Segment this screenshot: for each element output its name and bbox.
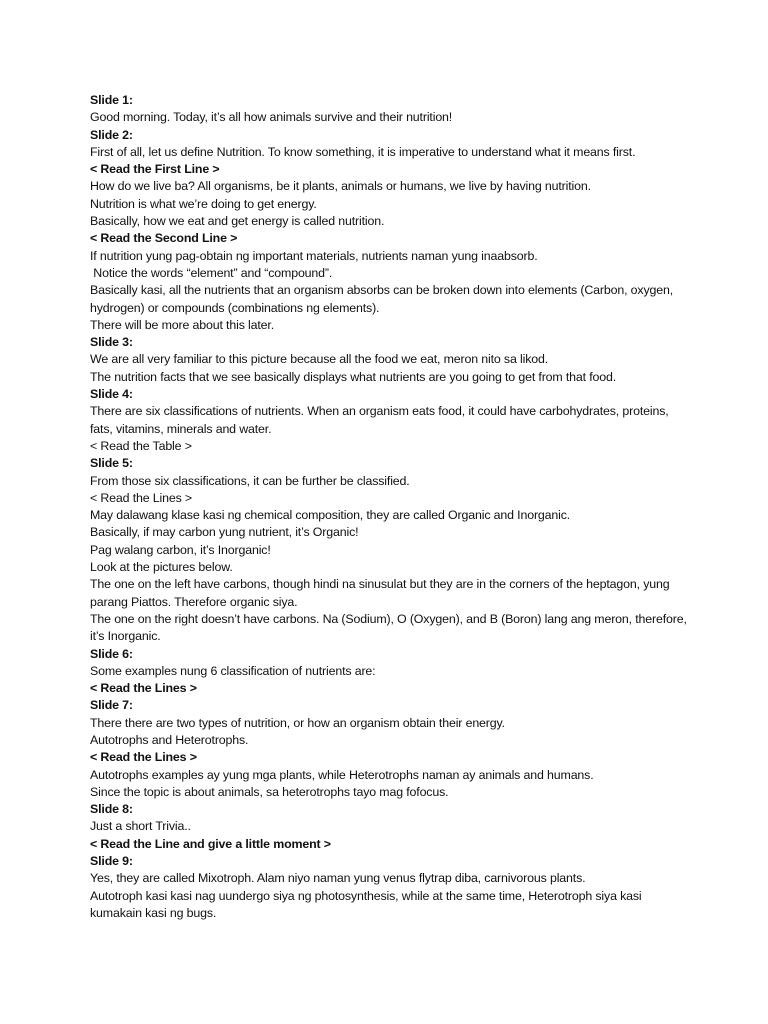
paragraph-line: Autotroph kasi kasi nag uundergo siya ng photosynthesis, while at the same time, Heterotroph siya kasi kumakain kasi ng bugs.	[90, 888, 645, 920]
paragraph-line: The one on the right doesn’t have carbons. Na (Sodium), O (Oxygen), and B (Boron) lang ang meron, therefore, it’s Inorganic.	[90, 611, 691, 644]
paragraph-line: Basically, how we eat and get energy is called nutrition.	[90, 214, 385, 229]
paragraph-line: The nutrition facts that we see basically displays what nutrients are you going to get from that food.	[90, 369, 617, 384]
slide-8-heading: Slide 8:	[90, 802, 133, 817]
paragraph-line: We are all very familiar to this picture because all the food we eat, meron nito sa likod.	[90, 352, 549, 367]
instruction-line: < Read the Lines >	[90, 750, 197, 765]
paragraph-line: Just a short Trivia..	[90, 819, 191, 834]
slide-3-heading: Slide 3:	[90, 335, 133, 350]
paragraph-line: There are six classifications of nutrients. When an organism eats food, it could have carbohydrates, proteins, fats, vitamins, minerals and water.	[90, 404, 672, 436]
paragraph-line: There there are two types of nutrition, or how an organism obtain their energy.	[90, 715, 505, 730]
paragraph-line: Good morning. Today, it’s all how animals survive and their nutrition!	[90, 110, 453, 125]
paragraph-line: How do we live ba? All organisms, be it plants, animals or humans, we live by having nutrition.	[90, 179, 591, 194]
slide-2-heading: Slide 2:	[90, 127, 133, 142]
instruction-line: < Read the Lines >	[90, 490, 193, 505]
paragraph-line: Look at the pictures below.	[90, 560, 233, 575]
paragraph-line: If nutrition yung pag-obtain ng important materials, nutrients naman yung inaabsorb.	[90, 248, 538, 263]
slide-9-heading: Slide 9:	[90, 854, 133, 869]
instruction-line: < Read the Second Line >	[90, 231, 238, 246]
slide-6-heading: Slide 6:	[90, 646, 133, 661]
instruction-line: < Read the Lines >	[90, 681, 197, 696]
paragraph-line: There will be more about this later.	[90, 317, 274, 332]
slide-5-heading: Slide 5:	[90, 456, 133, 471]
instruction-line: < Read the Line and give a little moment >	[90, 836, 331, 851]
paragraph-line: Yes, they are called Mixotroph. Alam niyo naman yung venus flytrap diba, carnivorous plants.	[90, 871, 586, 886]
paragraph-line: Autotrophs examples ay yung mga plants, while Heterotrophs naman ay animals and humans.	[90, 767, 594, 782]
instruction-line: < Read the First Line >	[90, 162, 220, 177]
slide-7-heading: Slide 7:	[90, 698, 133, 713]
paragraph-line: Basically kasi, all the nutrients that an organism absorbs can be broken down into elements (Carbon, oxygen, hydrogen) or compounds (combinations ng elements).	[90, 283, 677, 315]
paragraph-line: Nutrition is what we’re doing to get energy.	[90, 196, 317, 211]
slide-1-heading: Slide 1:	[90, 93, 133, 107]
paragraph-line: Notice the words “element” and “compound”.	[90, 265, 333, 280]
paragraph-line: Autotrophs and Heterotrophs.	[90, 732, 249, 747]
paragraph-line: The one on the left have carbons, though hindi na sinusulat but they are in the corners of the heptagon, yung parang Piattos. Therefore organic siya.	[90, 577, 673, 609]
instruction-line: < Read the Table >	[90, 438, 192, 453]
paragraph-line: Pag walang carbon, it’s Inorganic!	[90, 542, 271, 557]
paragraph-line: May dalawang klase kasi ng chemical composition, they are called Organic and Inorganic.	[90, 508, 571, 523]
paragraph-line: Since the topic is about animals, sa heterotrophs tayo mag fofocus.	[90, 784, 449, 799]
paragraph-line: First of all, let us define Nutrition. To know something, it is imperative to understand what it means first.	[90, 144, 636, 159]
paragraph-line: From those six classifications, it can be further be classified.	[90, 473, 410, 488]
document-page	[90, 92, 690, 922]
paragraph-line: Some examples nung 6 classification of nutrients are:	[90, 663, 376, 678]
slide-4-heading: Slide 4:	[90, 387, 133, 402]
paragraph-line: Basically, if may carbon yung nutrient, it’s Organic!	[90, 525, 359, 540]
